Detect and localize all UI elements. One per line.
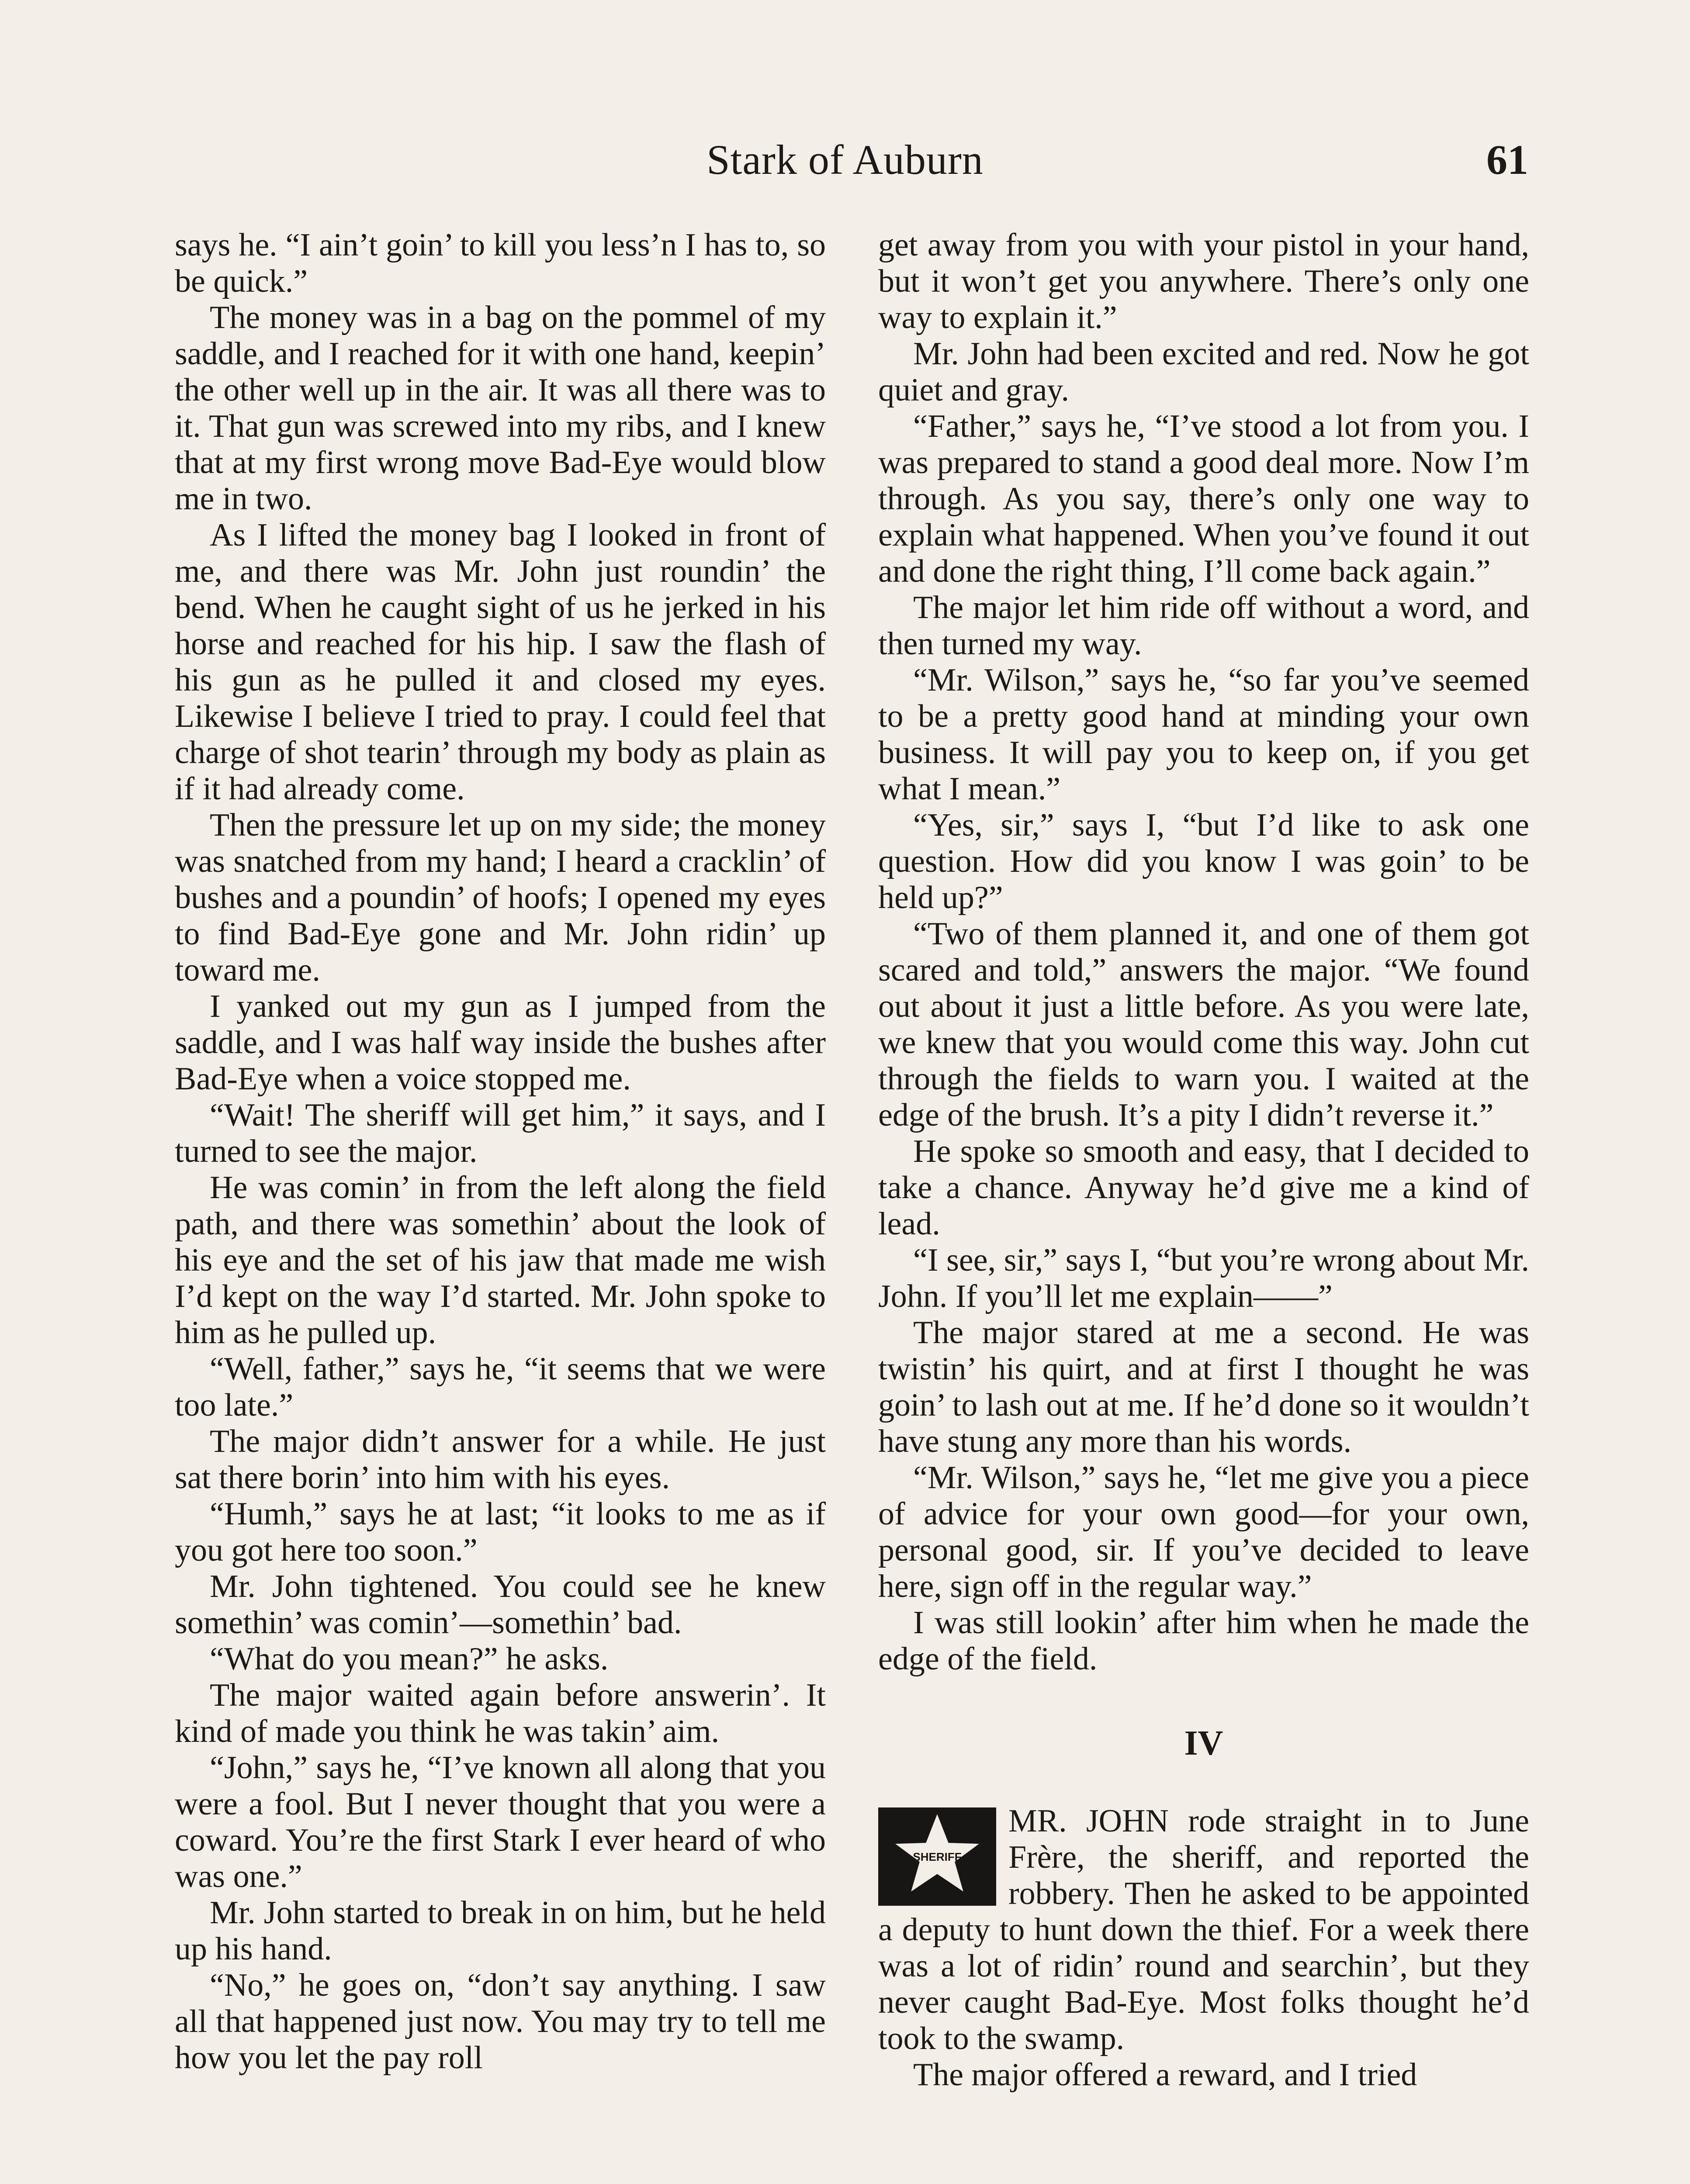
paragraph: Then the pressure let up on my side; the money was snatched from my hand; I heard a cracklin’ of bushes and a poundin’ of hoofs; I opened my eyes to find Bad-Eye gone and Mr. John ridin’ up toward me. [175, 807, 826, 988]
section-heading: IV [1184, 1724, 1223, 1762]
sheriff-star-dropcap-icon [878, 1807, 996, 1906]
paragraph: “Mr. Wilson,” says he, “let me give you a piece of advice for your own good—for your own, personal good, sir. If you’ve decided to leave here, sign off in the regular way.” [878, 1460, 1529, 1604]
paragraph: “Well, father,” says he, “it seems that we were too late.” [175, 1351, 826, 1423]
paragraph: “Two of them planned it, and one of them got scared and told,” answers the major. “We found out about it just a little before. As you were late, we knew that you would come this way. John cut through the fields to warn you. I waited at the edge of the brush. It’s a pity I didn’t reverse it.” [878, 916, 1529, 1133]
dropcap-badge-text: SHERIFF [913, 1850, 962, 1863]
paragraph: Mr. John tightened. You could see he knew somethin’ was comin’—somethin’ bad. [175, 1569, 826, 1641]
paragraph: “I see, sir,” says I, “but you’re wrong about Mr. John. If you’ll let me explain——” [878, 1242, 1529, 1314]
paragraph: The major waited again before answerin’. It kind of made you think he was takin’ aim. [175, 1677, 826, 1749]
paragraph: “No,” he goes on, “don’t say anything. I saw all that happened just now. You may try to tell me how you let the pay roll [175, 1967, 826, 2076]
dropcap-paragraph-text: MR. JOHN rode straight in to June Frère, the sheriff, and reported the robbery. Then he asked to be appointed a deputy to hunt down the thief. For a week there was a lot of ridin’ round and searchin’, but they never caught Bad-Eye. Most folks thought he’d took to the swamp. [878, 1803, 1529, 2056]
running-title: Stark of Auburn [706, 136, 984, 183]
paragraph: The money was in a bag on the pommel of my saddle, and I reached for it with one hand, keepin’ the other well up in the air. It was all there was to it. That gun was screwed into my ribs, and I knew that at my first wrong move Bad-Eye would blow me in two. [175, 300, 826, 517]
paragraph: get away from you with your pistol in your hand, but it won’t get you anywhere. There’s only one way to explain it.” [878, 227, 1529, 335]
paragraph: Mr. John had been excited and red. Now he got quiet and gray. [878, 336, 1529, 408]
paragraph: I yanked out my gun as I jumped from the saddle, and I was half way inside the bushes after Bad-Eye when a voice stopped me. [175, 988, 826, 1097]
paragraph: says he. “I ain’t goin’ to kill you less’n I has to, so be quick.” [175, 227, 826, 299]
paragraph: “What do you mean?” he asks. [210, 1641, 609, 1677]
paragraph: I was still lookin’ after him when he made the edge of the field. [878, 1605, 1529, 1677]
paragraph: “John,” says he, “I’ve known all along that you were a fool. But I never thought that you were a coward. You’re the first Stark I ever heard of who was one.” [175, 1750, 826, 1894]
paragraph: The major didn’t answer for a while. He just sat there borin’ into him with his eyes. [175, 1424, 826, 1496]
paragraph: “Father,” says he, “I’ve stood a lot from you. I was prepared to stand a good deal more. Now I’m through. As you say, there’s only one way to explain what happened. When you’ve found it out and done the right thing, I’ll come back again.” [878, 408, 1529, 589]
dropcap-paragraph [878, 1803, 1529, 2057]
paragraph: He was comin’ in from the left along the field path, and there was somethin’ about the look of his eye and the set of his jaw that made me wish I’d kept on the way I’d started. Mr. John spoke to him as he pulled up. [175, 1170, 826, 1351]
paragraph: “Yes, sir,” says I, “but I’d like to ask one question. How did you know I was goin’ to be held up?” [878, 807, 1529, 916]
left-column [175, 227, 826, 2076]
paragraph: As I lifted the money bag I looked in front of me, and there was Mr. John just roundin’ the bend. When he caught sight of us he jerked in his horse and reached for his hip. I saw the flash of his gun as he pulled it and closed my eyes. Likewise I believe I tried to pray. I could feel that charge of shot tearin’ through my body as plain as if it had already come. [175, 517, 826, 807]
paragraph: “Mr. Wilson,” says he, “so far you’ve seemed to be a pretty good hand at minding your own business. It will pay you to keep on, if you get what I mean.” [878, 662, 1529, 807]
paragraph: The major stared at me a second. He was twistin’ his quirt, and at first I thought he was goin’ to lash out at me. If he’d done so it wouldn’t have stung any more than his words. [878, 1315, 1529, 1459]
page-header [0, 131, 1690, 197]
paragraph: The major let him ride off without a word, and then turned my way. [878, 590, 1529, 662]
right-column [878, 227, 1529, 2093]
page-number: 61 [1486, 136, 1528, 183]
paragraph: “Wait! The sheriff will get him,” it says, and I turned to see the major. [175, 1097, 826, 1169]
paragraph: The major offered a reward, and I tried [913, 2057, 1417, 2093]
paragraph: Mr. John started to break in on him, but he held up his hand. [175, 1895, 826, 1967]
paragraph: He spoke so smooth and easy, that I decided to take a chance. Anyway he’d give me a kind of lead. [878, 1133, 1529, 1242]
paragraph: “Humh,” says he at last; “it looks to me as if you got here too soon.” [175, 1496, 826, 1568]
sheriff-star-icon [878, 1807, 996, 1906]
